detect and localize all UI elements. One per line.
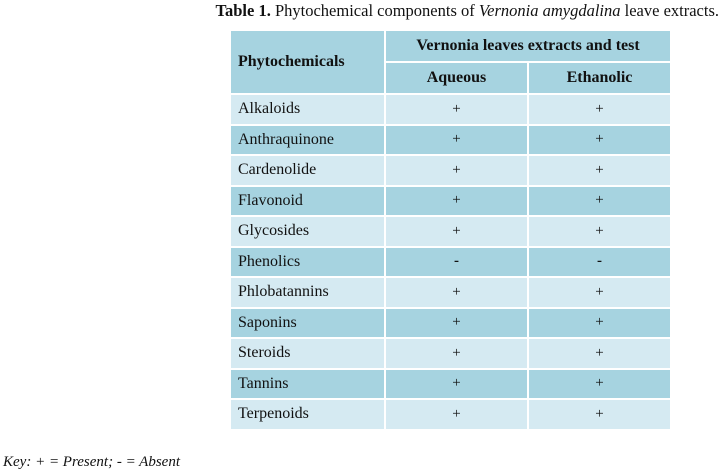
ethanolic-result: + [528, 125, 671, 156]
table-header [230, 30, 671, 94]
ethanolic-result: + [528, 277, 671, 308]
phytochemical-table [229, 29, 672, 431]
caption-text-after: leave extracts. [620, 1, 719, 20]
table-row [230, 216, 671, 247]
table-row [230, 247, 671, 278]
phytochemical-name: Steroids [230, 338, 385, 369]
ethanolic-result: + [528, 155, 671, 186]
phytochemical-name: Terpenoids [230, 399, 385, 430]
ethanolic-result: + [528, 94, 671, 125]
caption-species: Vernonia amygdalina [478, 1, 621, 20]
phytochemical-name: Alkaloids [230, 94, 385, 125]
phytochemical-name: Anthraquinone [230, 125, 385, 156]
aqueous-result: + [385, 369, 528, 400]
caption-label: Table 1. [215, 1, 271, 20]
header-ethanolic: Ethanolic [528, 62, 671, 94]
ethanolic-result: + [528, 308, 671, 339]
table-row [230, 186, 671, 217]
phytochemical-name: Phenolics [230, 247, 385, 278]
header-aqueous: Aqueous [385, 62, 528, 94]
table-row [230, 369, 671, 400]
table-row [230, 338, 671, 369]
table-body [230, 94, 671, 430]
ethanolic-result: + [528, 216, 671, 247]
aqueous-result: + [385, 216, 528, 247]
ethanolic-result: - [528, 247, 671, 278]
ethanolic-result: + [528, 186, 671, 217]
ethanolic-result: + [528, 399, 671, 430]
aqueous-result: + [385, 338, 528, 369]
table-caption [0, 1, 719, 21]
table-key: Key: + = Present; - = Absent [3, 454, 180, 470]
table-row [230, 277, 671, 308]
table-row [230, 399, 671, 430]
header-extract-group: Vernonia leaves extracts and test [385, 30, 671, 62]
phytochemical-name: Flavonoid [230, 186, 385, 217]
aqueous-result: - [385, 247, 528, 278]
phytochemical-name: Tannins [230, 369, 385, 400]
phytochemical-name: Saponins [230, 308, 385, 339]
aqueous-result: + [385, 399, 528, 430]
phytochemical-name: Cardenolide [230, 155, 385, 186]
header-phytochemicals: Phytochemicals [230, 30, 385, 94]
aqueous-result: + [385, 186, 528, 217]
table-row [230, 308, 671, 339]
table-row [230, 125, 671, 156]
ethanolic-result: + [528, 369, 671, 400]
aqueous-result: + [385, 308, 528, 339]
phytochemical-name: Glycosides [230, 216, 385, 247]
table-row [230, 94, 671, 125]
phytochemical-name: Phlobatannins [230, 277, 385, 308]
table-row [230, 155, 671, 186]
aqueous-result: + [385, 277, 528, 308]
caption-text-before: Phytochemical components of [270, 1, 479, 20]
aqueous-result: + [385, 155, 528, 186]
aqueous-result: + [385, 125, 528, 156]
aqueous-result: + [385, 94, 528, 125]
ethanolic-result: + [528, 338, 671, 369]
